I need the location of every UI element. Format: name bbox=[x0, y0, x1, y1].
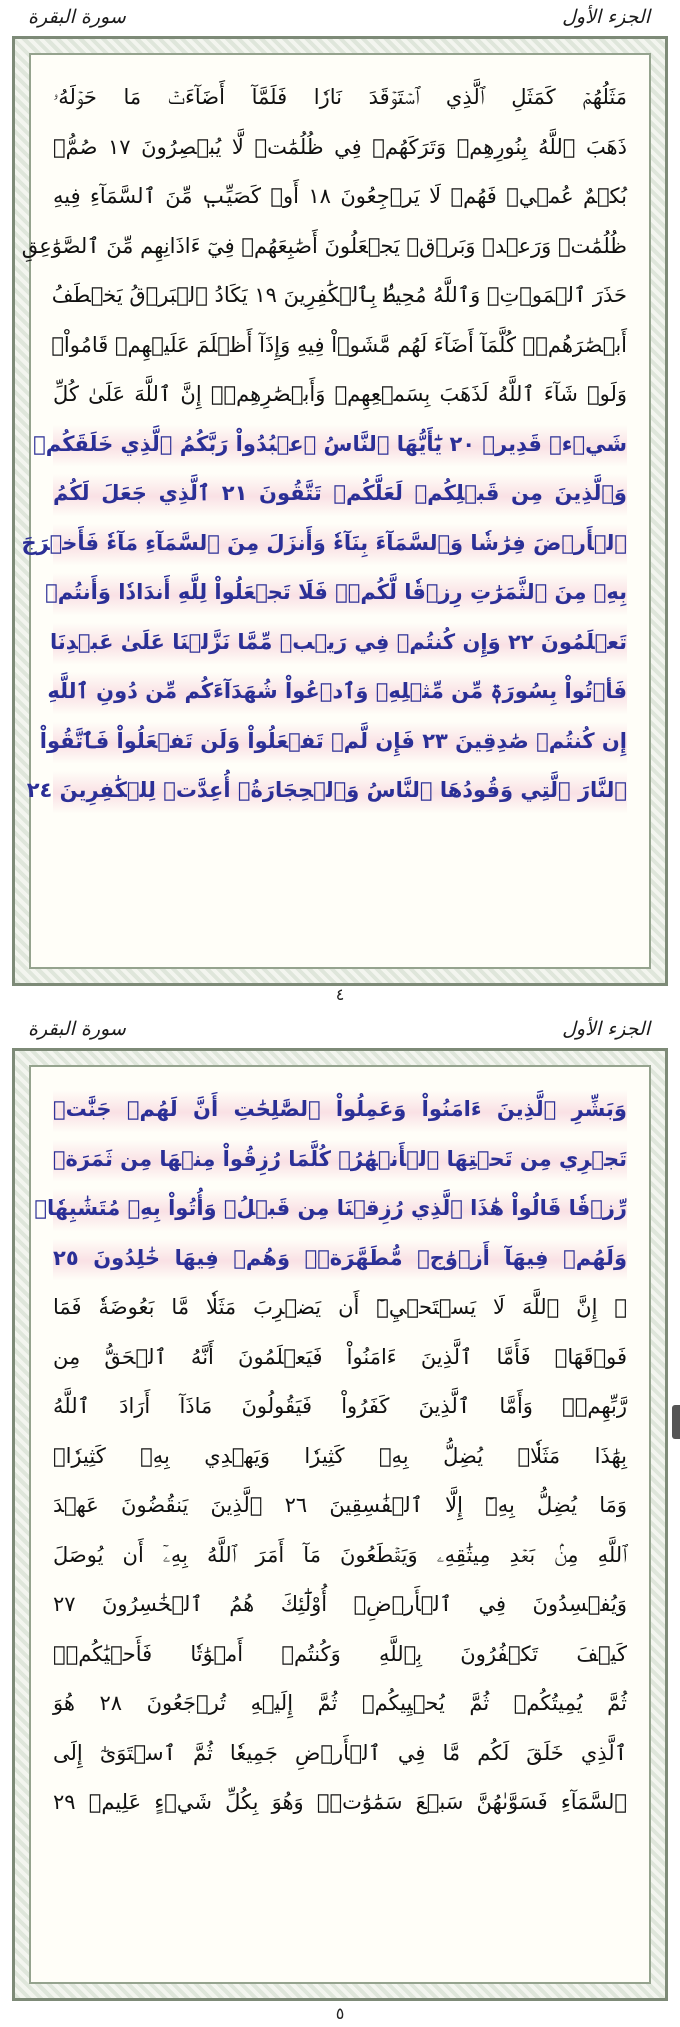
verse-line: رِّزۡقٗا قَالُواْ هَٰذَا ٱلَّذِي رُزِقۡنَا مِن قَبۡلُۖ وَأُتُواْ بِهِۦ مُتَشَٰبِهٗاۖ bbox=[53, 1184, 627, 1234]
text-panel bbox=[29, 1065, 651, 1984]
verse-line: ظُلُمَٰتٞ وَرَعۡدٞ وَبَرۡقٞ يَجۡعَلُونَ أَصَٰبِعَهُمۡ فِيٓ ءَاذَانِهِم مِّنَ ٱلصَّوَٰعِقِ bbox=[21, 233, 627, 258]
verse-line: أَبۡصَٰرَهُمۡۖ كُلَّمَآ أَضَآءَ لَهُم مَّشَوۡاْ فِيهِ وَإِذَآ أَظۡلَمَ عَلَيۡهِمۡ قَامُواْۚ bbox=[51, 332, 627, 357]
verse-line: ثُمَّ يُمِيتُكُمۡ ثُمَّ يُحۡيِيكُمۡ ثُمَّ إِلَيۡهِ تُرۡجَعُونَ ٢٨ هُوَ bbox=[53, 1691, 627, 1715]
page-header bbox=[0, 0, 680, 36]
page-number: ٤ bbox=[335, 985, 345, 1004]
verse-line: فَوۡقَهَاۚ فَأَمَّا ٱلَّذِينَ ءَامَنُواْ فَيَعۡلَمُونَ أَنَّهُ ٱلۡحَقُّ مِن bbox=[53, 1344, 627, 1369]
verse-line: حَذَرَ ٱلۡمَوۡتِۚ وَٱللَّهُ مُحِيطُۢ بِٱلۡكَٰفِرِينَ ١٩ يَكَادُ ٱلۡبَرۡقُ يَخۡطَفُ bbox=[51, 283, 627, 307]
verse-line: ٱلنَّارَ ٱلَّتِي وَقُودُهَا ٱلنَّاسُ وَٱلۡحِجَارَةُۖ أُعِدَّتۡ لِلۡكَٰفِرِينَ ٢٤ bbox=[53, 766, 627, 816]
verse-line: وَلَوۡ شَآءَ ٱللَّهُ لَذَهَبَ بِسَمۡعِهِمۡ وَأَبۡصَٰرِهِمۡۚ إِنَّ ٱللَّهَ عَلَىٰ كُلِّ bbox=[53, 382, 627, 406]
verse-line: وَلَهُمۡ فِيهَآ أَزۡوَٰجٞ مُّطَهَّرَةٞۖ وَهُمۡ فِيهَا خَٰلِدُونَ ٢٥ bbox=[53, 1234, 627, 1284]
surah-name: سورة البقرة bbox=[28, 1018, 126, 1040]
verse-line: ذَهَبَ ٱللَّهُ بِنُورِهِمۡ وَتَرَكَهُمۡ فِي ظُلُمَٰتٖ لَّا يُبۡصِرُونَ ١٧ صُمُّۢ bbox=[53, 134, 627, 159]
verse-line: كَيۡفَ تَكۡفُرُونَ بِٱللَّهِ وَكُنتُمۡ أَمۡوَٰتٗا فَأَحۡيَٰكُمۡۖ bbox=[53, 1641, 627, 1666]
verse-line: مَثَلُهُمۡ كَمَثَلِ ٱلَّذِي ٱسۡتَوۡقَدَ نَارٗا فَلَمَّآ أَضَآءَتۡ مَا حَوۡلَهُۥ bbox=[53, 85, 627, 109]
ornamental-frame bbox=[12, 36, 668, 986]
verse-line: وَٱلَّذِينَ مِن قَبۡلِكُمۡ لَعَلَّكُمۡ تَتَّقُونَ ٢١ ٱلَّذِي جَعَلَ لَكُمُ bbox=[53, 469, 627, 519]
verse-line: بِهِۦ مِنَ ٱلثَّمَرَٰتِ رِزۡقٗا لَّكُمۡۖ فَلَا تَجۡعَلُواْ لِلَّهِ أَندَادٗا وَأَنتُمۡ bbox=[53, 568, 627, 618]
surah-name: سورة البقرة bbox=[28, 6, 126, 28]
verse-line: تَجۡرِي مِن تَحۡتِهَا ٱلۡأَنۡهَٰرُۖ كُلَّمَا رُزِقُواْ مِنۡهَا مِن ثَمَرَةٖ bbox=[53, 1135, 627, 1185]
verse-line: بِهَٰذَا مَثَلٗاۘ يُضِلُّ بِهِۦ كَثِيرٗا وَيَهۡدِي بِهِۦ كَثِيرٗاۚ bbox=[53, 1443, 627, 1468]
mushaf-page-1 bbox=[0, 0, 680, 1000]
mushaf-page-2 bbox=[0, 1012, 680, 2027]
verse-line: وَيُفۡسِدُونَ فِي ٱلۡأَرۡضِۚ أُوْلَٰٓئِكَ هُمُ ٱلۡخَٰسِرُونَ ٢٧ bbox=[53, 1592, 627, 1616]
verse-line: فَأۡتُواْ بِسُورَةٖ مِّن مِّثۡلِهِۦ وَٱدۡعُواْ شُهَدَآءَكُم مِّن دُونِ ٱللَّهِ bbox=[53, 667, 627, 717]
verse-line: وَبَشِّرِ ٱلَّذِينَ ءَامَنُواْ وَعَمِلُواْ ٱلصَّٰلِحَٰتِ أَنَّ لَهُمۡ جَنَّٰتٖ bbox=[53, 1085, 627, 1135]
verse-line: ۞ إِنَّ ٱللَّهَ لَا يَسۡتَحۡيِۦٓ أَن يَضۡرِبَ مَثَلٗا مَّا بَعُوضَةٗ فَمَا bbox=[53, 1295, 627, 1319]
page-number: ٥ bbox=[335, 2004, 345, 2023]
verse-line: بُكۡمٌ عُمۡيٞ فَهُمۡ لَا يَرۡجِعُونَ ١٨ أَوۡ كَصَيِّبٖ مِّنَ ٱلسَّمَآءِ فِيهِ bbox=[53, 184, 628, 208]
juz-name: الجزء الأول bbox=[562, 6, 650, 28]
verse-line: ٱلَّذِي خَلَقَ لَكُم مَّا فِي ٱلۡأَرۡضِ جَمِيعٗا ثُمَّ ٱسۡتَوَىٰٓ إِلَى bbox=[53, 1740, 627, 1765]
juz-name: الجزء الأول bbox=[562, 1018, 650, 1040]
verse-line: ٱلسَّمَآءِ فَسَوَّىٰهُنَّ سَبۡعَ سَمَٰوَٰتٖۚ وَهُوَ بِكُلِّ شَيۡءٍ عَلِيمٞ ٢٩ bbox=[53, 1790, 627, 1814]
scroll-handle[interactable] bbox=[672, 1405, 680, 1439]
verse-line: ٱلۡأَرۡضَ فِرَٰشٗا وَٱلسَّمَآءَ بِنَآءٗ وَأَنزَلَ مِنَ ٱلسَّمَآءِ مَآءٗ فَأَخۡرَجَ bbox=[53, 519, 627, 569]
verse-line: شَيۡءٖ قَدِيرٞ ٢٠ يَٰٓأَيُّهَا ٱلنَّاسُ ٱعۡبُدُواْ رَبَّكُمُ ٱلَّذِي خَلَقَكُمۡ bbox=[53, 420, 627, 470]
verse-line: ٱللَّهِ مِنۢ بَعۡدِ مِيثَٰقِهِۦ وَيَقۡطَعُونَ مَآ أَمَرَ ٱللَّهُ بِهِۦٓ أَن يُوصَلَ bbox=[53, 1542, 627, 1567]
verse-line: تَعۡلَمُونَ ٢٢ وَإِن كُنتُمۡ فِي رَيۡبٖ مِّمَّا نَزَّلۡنَا عَلَىٰ عَبۡدِنَا bbox=[53, 618, 627, 668]
text-panel bbox=[21, 53, 651, 969]
ornamental-frame bbox=[12, 1048, 668, 2001]
verse-line: إِن كُنتُمۡ صَٰدِقِينَ ٢٣ فَإِن لَّمۡ تَفۡعَلُواْ وَلَن تَفۡعَلُواْ فَٱتَّقُواْ bbox=[53, 717, 627, 767]
verse-line: وَمَا يُضِلُّ بِهِۦٓ إِلَّا ٱلۡفَٰسِقِينَ ٢٦ ٱلَّذِينَ يَنقُضُونَ عَهۡدَ bbox=[53, 1493, 627, 1517]
verse-line: رَّبِّهِمۡۖ وَأَمَّا ٱلَّذِينَ كَفَرُواْ فَيَقُولُونَ مَاذَآ أَرَادَ ٱللَّهُ bbox=[53, 1394, 627, 1418]
page-header bbox=[0, 1012, 680, 1048]
